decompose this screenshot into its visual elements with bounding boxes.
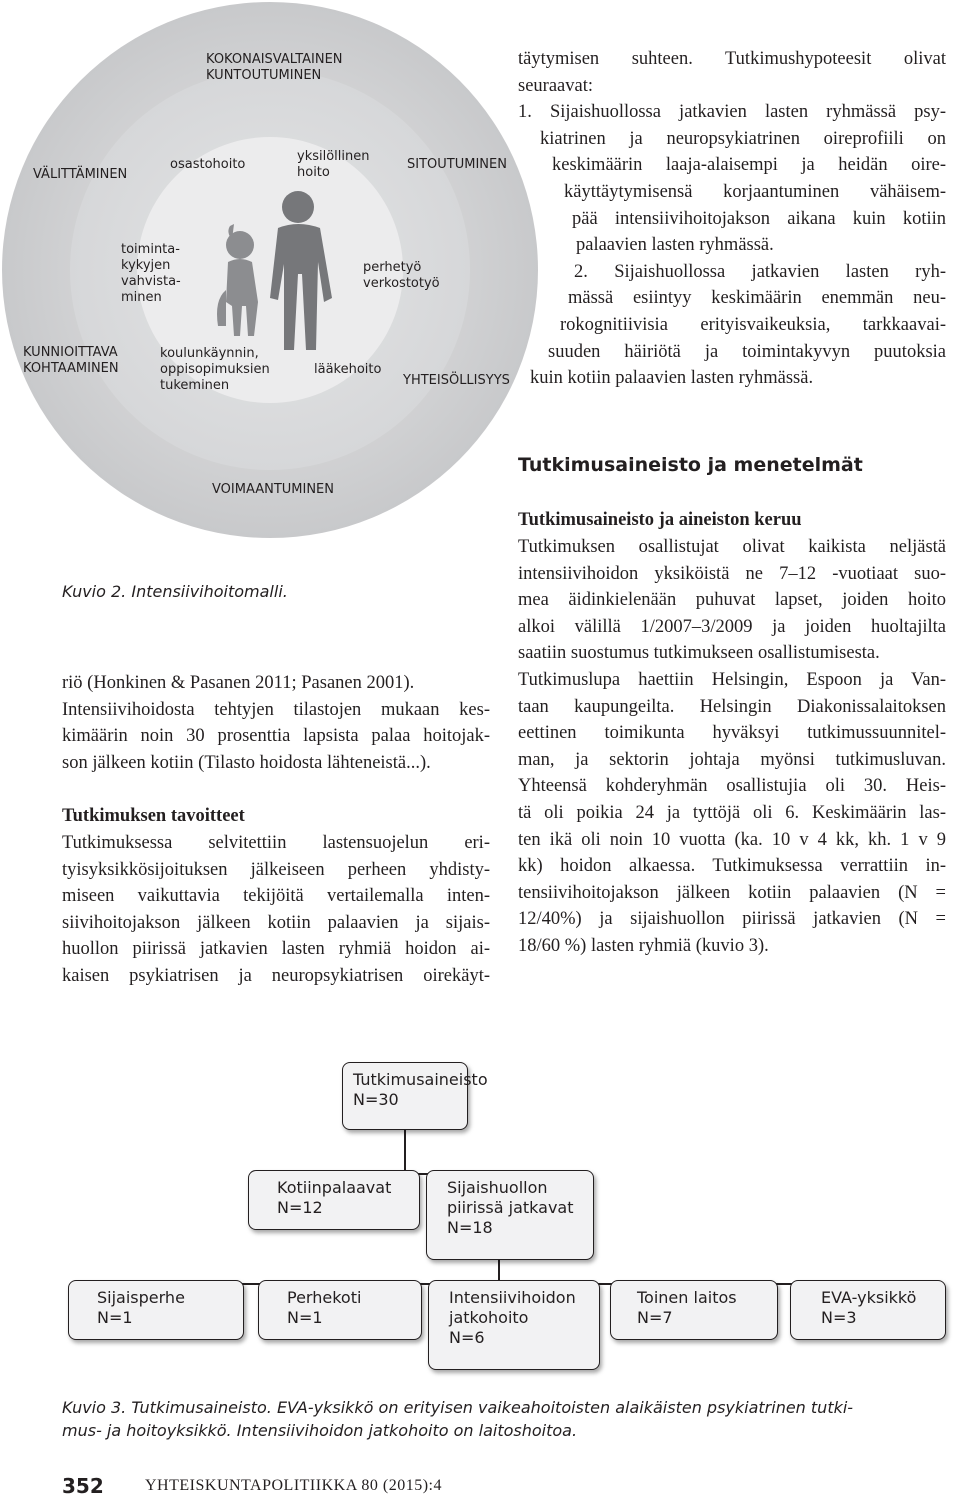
text-line: siivihoitojakson jälkeen kotiin palaavien ja sijais- (62, 912, 490, 933)
text-line: alkoi välillä 1/2007–3/2009 ja joiden huoltajilta (518, 616, 946, 637)
journal-name: YHTEISKUNTAPOLITIIKKA 80 (2015):4 (145, 1477, 442, 1494)
label-toimintakyky-4: minen (121, 290, 162, 305)
text-line: seuraavat: (518, 75, 593, 96)
box-line: Sijaisperhe (97, 1288, 185, 1307)
methods-section-heading: Tutkimusaineisto ja menetelmät (518, 454, 863, 476)
text-line: 2. Sijaishuollossa jatkavien lasten ryh- (574, 261, 946, 282)
text-line: pää intensiivihoitojakson aikana kuin kotiin (572, 208, 946, 229)
label-kohtaaminen: KOHTAAMINEN (23, 361, 119, 376)
box-line: N=30 (353, 1090, 399, 1109)
text-line: Tutkimuslupa haettiin Helsingin, Espoon ja Van- (518, 669, 946, 690)
objectives-paragraph (62, 830, 490, 990)
text-line: Tutkimuksen osallistujat olivat kaikista neljästä (518, 537, 946, 557)
box-line: N=18 (447, 1218, 493, 1237)
label-koulunkaynti-3: tukeminen (160, 378, 230, 393)
box-eva-yksikko (790, 1280, 946, 1340)
text-line: man, ja sektorin johtaja myönsi tutkimusluvan. (518, 749, 946, 770)
box-line: N=6 (449, 1328, 485, 1347)
box-line: EVA-yksikkö (821, 1288, 917, 1307)
box-line: jatkohoito (449, 1308, 529, 1327)
text-line: tyisyksikkösijoituksen jälkeiseen perheen yhdisty- (62, 859, 490, 880)
box-line: Sijaishuollon (447, 1178, 548, 1197)
box-line: N=1 (97, 1308, 133, 1327)
text-line: miseen vaikuttavia tekijöitä vertailemalla inten- (62, 886, 490, 907)
box-line: Kotiinpalaavat (277, 1178, 392, 1197)
label-hoito: hoito (297, 165, 330, 180)
intro-paragraph (62, 670, 490, 776)
text-line: saatiin suostumus tutkimukseen osallistumisesta. (518, 643, 880, 664)
label-perhetyo: perhetyö (363, 260, 422, 275)
label-yhteisollisyys: YHTEISÖLLISYYS (403, 373, 510, 388)
data-collection-paragraph (518, 534, 946, 960)
box-kotiinpalaavat (248, 1170, 420, 1230)
text-line: tensiivihoitojakson jälkeen kotiin palaavien (N = (518, 882, 946, 903)
text-line: taan kaupungeilta. Helsingin Diakonissalaitoksen (518, 696, 946, 717)
label-toimintakyky-1: toiminta- (121, 242, 180, 257)
text-line: eettinen toimikunta hyväksyi tutkimussuunnitel- (518, 723, 946, 744)
text-line: riö (Honkinen & Pasanen 2011; Pasanen 2001). (62, 673, 415, 693)
hypotheses-text (518, 46, 946, 392)
text-line: son jälkeen kotiin (Tilasto hoidosta lähteneistä...). (62, 752, 431, 773)
text-line: huollon piirissä jatkavien lasten ryhmiä hoidon ai- (62, 939, 490, 960)
text-line: 1. Sijaishuollossa jatkavien lasten ryhmässä psy- (518, 102, 946, 123)
connector-line (404, 1130, 406, 1174)
text-line: tä oli poikia 24 ja tyttöjä oli 6. Keskimäärin las- (518, 802, 946, 823)
text-line: 12/40%) ja sijaishuollon piirissä jatkavien (N = (518, 909, 946, 930)
label-verkostotyo: verkostotyö (363, 276, 440, 291)
box-sijaisperhe (68, 1280, 244, 1340)
text-line: ten ikä oli noin 10 vuotta (ka. 10 v 4 kk, kh. 1 v 9 (518, 829, 946, 850)
label-toimintakyky-3: vahvista- (121, 274, 181, 289)
text-line: Yhteensä kohderyhmän osallistujia oli 30. Heis- (518, 776, 946, 797)
circle-diagram (0, 0, 540, 560)
caption-line: Kuvio 3. Tutkimusaineisto. EVA-yksikkö on erityisen vaikeahoitoisten alaikäisten psykiatrinen tutki- (62, 1398, 854, 1417)
text-line: täytymisen suhteen. Tutkimushypoteesit olivat (518, 49, 946, 69)
box-tutkimusaineisto (342, 1062, 488, 1130)
page-number: 352 (62, 1474, 104, 1498)
caption-line: mus- ja hoitoyksikkö. Intensiivihoidon jatkohoito on laitoshoitoa. (62, 1421, 578, 1440)
box-toinen-laitos (610, 1280, 778, 1340)
box-intensiivihoidon-jatkohoito (428, 1280, 600, 1370)
text-line: kimäärin noin 30 prosenttia lapsista palaa hoitojak- (62, 726, 490, 747)
text-line: mea äidinkielenään puhuvat lapset, joiden hoito (518, 590, 946, 611)
box-line: Tutkimusaineisto (353, 1070, 488, 1089)
study-sample-diagram (0, 1040, 960, 1380)
box-line: N=3 (821, 1308, 857, 1327)
text-line: mässä esiintyy keskimäärin enemmän neu- (568, 288, 946, 309)
box-line: N=1 (287, 1308, 323, 1327)
text-line: kiatrinen ja neuropsykiatrinen oireprofiili on (540, 128, 946, 149)
objectives-heading: Tutkimuksen tavoitteet (62, 806, 245, 826)
text-line: kk) hoidon alkaessa. Tutkimuksessa verrattiin in- (518, 856, 946, 877)
text-line: rokognitiivisia erityisvaikeuksia, tarkkaavai- (560, 314, 946, 335)
label-kuntoutuminen: KUNTOUTUMINEN (206, 68, 322, 83)
label-kunnioittava: KUNNIOITTAVA (23, 345, 118, 360)
label-yksilollinen: yksilöllinen (297, 149, 370, 164)
box-line: Intensiivihoidon (449, 1288, 576, 1307)
label-kokonaisvaltainen: KOKONAISVALTAINEN (206, 52, 343, 67)
figure3-caption (62, 1396, 942, 1442)
text-line: palaavien lasten ryhmässä. (576, 235, 774, 256)
box-line: piirissä jatkavat (447, 1198, 574, 1217)
text-line: Intensiivihoidosta tehtyjen tilastojen mukaan kes- (62, 699, 490, 720)
box-line: Perhekoti (287, 1288, 362, 1307)
label-koulunkaynti-2: oppisopimuksien (160, 362, 270, 377)
box-line: N=12 (277, 1198, 323, 1217)
text-line: kuin kotiin palaavien lasten ryhmässä. (530, 368, 814, 389)
label-osastohoito: osastohoito (170, 157, 246, 172)
box-sijaishuollon (426, 1170, 594, 1260)
text-line: intensiivihoidon yksiköistä ne 7–12 -vuotiaat suo- (518, 563, 946, 584)
box-perhekoti (258, 1280, 422, 1340)
label-valittaminen: VÄLITTÄMINEN (33, 167, 128, 182)
text-line: suuden häiriötä ja toimintakyvyn puutoksia (548, 341, 946, 362)
label-laakehoito: lääkehoito (314, 362, 382, 377)
text-line: kaisen psykiatrisen ja neuropsykiatrisen oirekäyt- (62, 965, 490, 986)
text-line: keskimäärin laaja-alaisempi ja heidän oire- (552, 155, 946, 176)
label-toimintakyky-2: kykyjen (121, 258, 171, 273)
figure2-caption: Kuvio 2. Intensiivihoitomalli. (62, 582, 288, 601)
box-line: Toinen laitos (637, 1288, 737, 1307)
box-line: N=7 (637, 1308, 673, 1327)
label-koulunkaynti-1: koulunkäynnin, (160, 346, 259, 361)
text-line: 18/60 %) lasten ryhmiä (kuvio 3). (518, 935, 769, 956)
text-line: käyttäytymisensä korjaantuminen vähäisem- (564, 181, 946, 202)
data-collection-heading: Tutkimusaineisto ja aineiston keruu (518, 510, 802, 530)
label-voimaantuminen: VOIMAANTUMINEN (212, 482, 334, 497)
text-line: Tutkimuksessa selvitettiin lastensuojelun eri- (62, 833, 490, 853)
label-sitoutuminen: SITOUTUMINEN (407, 157, 507, 172)
intensive-care-model-figure (0, 0, 540, 560)
